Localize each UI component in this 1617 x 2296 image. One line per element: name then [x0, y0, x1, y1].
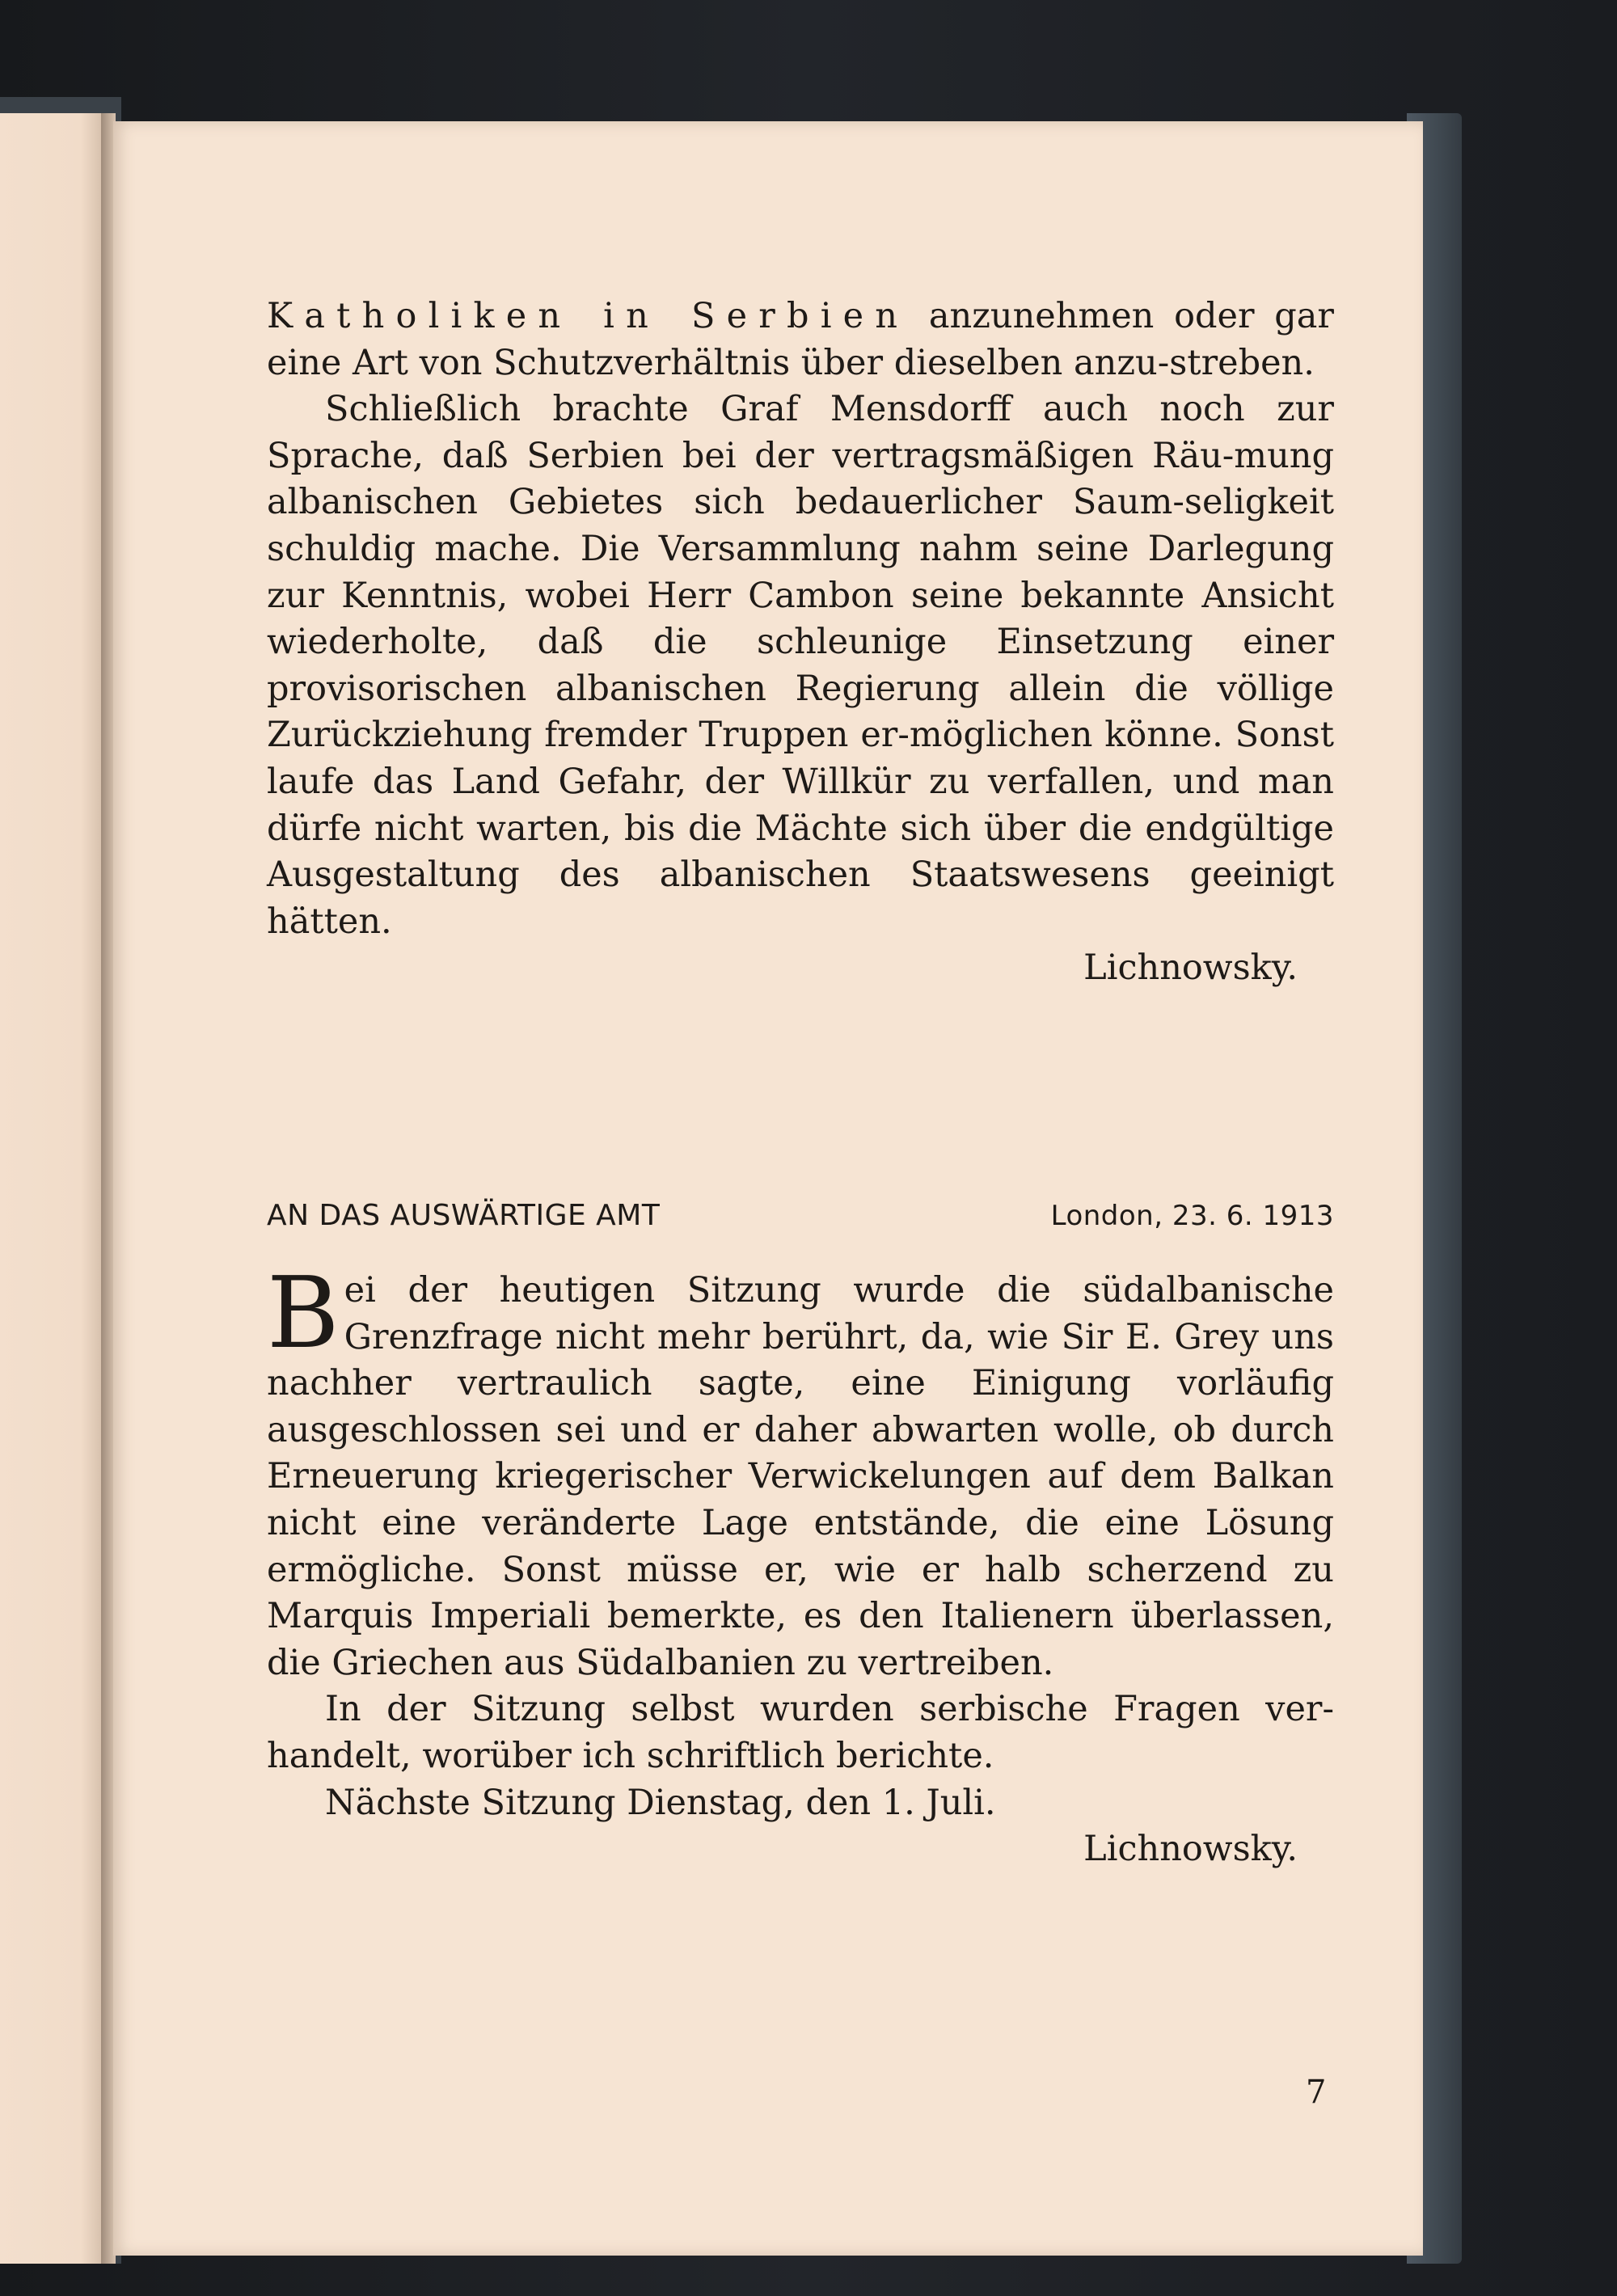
book-page — [113, 121, 1423, 2256]
paragraph-sitzung — [267, 1256, 1334, 1686]
letter-place-date: London, 23. 6. 1913 — [1050, 1200, 1334, 1232]
text-block-top — [267, 293, 1334, 992]
paragraph-text: anzunehmen oder gar eine Art von Schutzverhältnis über dieselben anzu-streben. — [267, 296, 1334, 383]
spaced-emphasis: Katholiken in Serbien — [267, 296, 910, 336]
signature: Lichnowsky. — [1083, 1829, 1298, 1870]
text-block-letter — [267, 1197, 1334, 1873]
paragraph-naechste-sitzung: Nächste Sitzung Dienstag, den 1. Juli. — [325, 1782, 996, 1823]
page-number: 7 — [1306, 2074, 1327, 2111]
paragraph-text: ei der heutigen Sitzung wurde die südalbanische Grenzfrage nicht mehr berührt, da, wie Sir E. Grey uns nachher vertraulich sagte, eine Einigung vorläufig ausgeschlossen sei und er daher abwarten wolle, ob durch Erneuerung kriegerischer Verwickelungen auf dem Balkan nicht eine veränderte Lage entstände, die eine Lösung ermögliche. Sonst müsse er, wie er halb scherzend zu Marquis Imperiali bemerkte, es den Italienern überlassen, die Griechen aus Südalbanien zu vertreiben. — [267, 1270, 1334, 1683]
letter-recipient: AN DAS AUSWÄRTIGE AMT — [267, 1199, 661, 1232]
paragraph-serbische-fragen: In der Sitzung selbst wurden serbische Fragen ver-handelt, worüber ich schriftlich berichte. — [267, 1689, 1334, 1776]
signature: Lichnowsky. — [1083, 948, 1298, 989]
drop-cap: B — [267, 1256, 340, 1370]
paragraph-mensdorff: Schließlich brachte Graf Mensdorff auch noch zur Sprache, daß Serbien bei der vertragsmäßigen Räu-mung albanischen Gebietes sich bedauerlicher Saum-seligkeit schuldig mache. Die Versammlung nahm seine Darlegung zur Kenntnis, wobei Herr Cambon seine bekannte Ansicht wiederholte, daß die schleunige Einsetzung einer provisorischen albanischen Regierung allein die völlige Zurückziehung fremder Truppen er-möglichen könne. Sonst laufe das Land Gefahr, der Willkür zu verfallen, und man dürfe nicht warten, bis die Mächte sich über die endgültige Ausgestaltung des albanischen Staatswesens geeinigt hätten. — [267, 389, 1334, 942]
paragraph-continuation — [267, 293, 1334, 386]
left-page-edge — [0, 113, 101, 2264]
letter-header — [267, 1197, 1334, 1235]
